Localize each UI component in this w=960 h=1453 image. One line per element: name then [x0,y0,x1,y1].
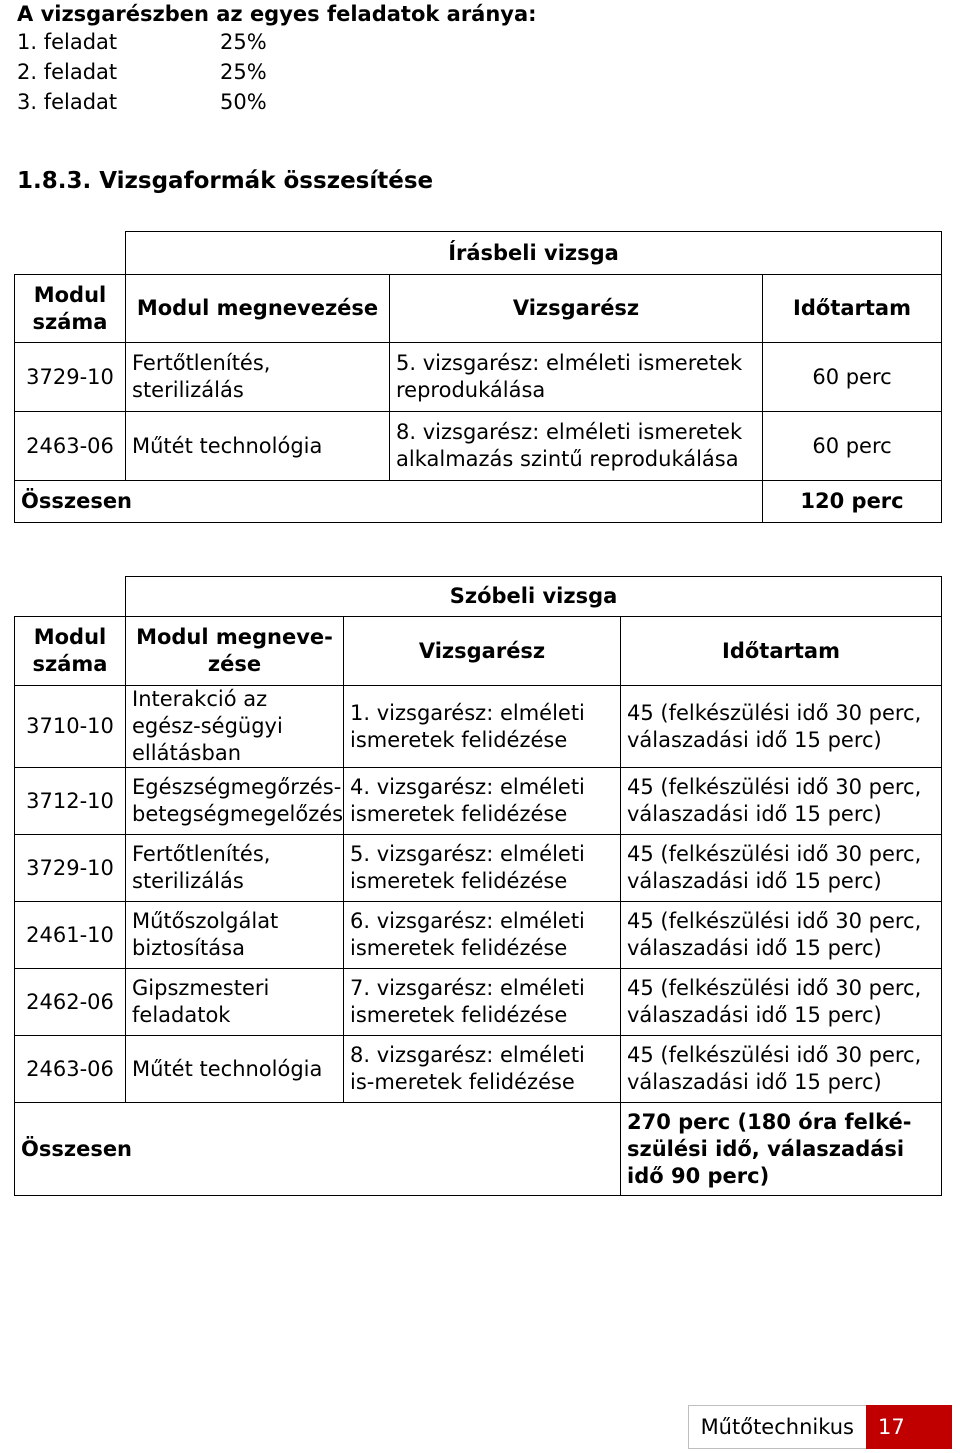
oral-part: 1. vizsgarész: elméleti ismeretek felidézése [344,686,621,768]
oral-name: Gipszmesteri feladatok [126,969,344,1036]
section-title: 1.8.3. Vizsgaformák összesítése [17,168,434,194]
oral-name: Interakció az egész-ségügyi ellátásban [126,686,344,768]
oral-code: 2463-06 [15,1036,126,1103]
written-part: 5. vizsgarész: elméleti ismeretek reprodukálása [390,343,763,412]
table-row [15,343,942,412]
oral-header-time: Időtartam [621,617,942,686]
ratio-row [17,90,267,114]
oral-code: 2462-06 [15,969,126,1036]
oral-name: Műtőszolgálat biztosítása [126,902,344,969]
written-total-row [15,481,942,523]
oral-header-code: Modul száma [15,617,126,686]
oral-code: 3710-10 [15,686,126,768]
ratio-heading: A vizsgarészben az egyes feladatok aránya: [17,2,537,26]
table-row [15,412,942,481]
written-total-time: 120 perc [763,481,942,523]
written-part: 8. vizsgarész: elméleti ismeretek alkalmazás szintű reprodukálása [390,412,763,481]
oral-code: 3729-10 [15,835,126,902]
ratio-row [17,60,267,84]
table-row [15,902,942,969]
written-time: 60 perc [763,412,942,481]
table-row [15,768,942,835]
oral-total-label: Összesen [15,1103,621,1196]
oral-exam-table [14,576,942,1196]
ratio-pct: 50% [220,90,267,114]
ratio-pct: 25% [220,30,267,54]
oral-part: 5. vizsgarész: elméleti ismeretek felidézése [344,835,621,902]
written-code: 3729-10 [15,343,126,412]
oral-part: 8. vizsgarész: elméleti is-meretek felidézése [344,1036,621,1103]
table-row [15,969,942,1036]
table-row [15,686,942,768]
page-footer [688,1405,952,1449]
ratio-task: 3. feladat [17,90,118,114]
table-row [15,1036,942,1103]
written-header-code: Modul száma [15,275,126,343]
table-row [15,835,942,902]
oral-part: 6. vizsgarész: elméleti ismeretek felidézése [344,902,621,969]
page-number: 17 [866,1405,952,1449]
written-total-label: Összesen [15,481,763,523]
oral-title: Szóbeli vizsga [126,577,942,617]
written-name: Műtét technológia [126,412,390,481]
oral-name: Fertőtlenítés, sterilizálás [126,835,344,902]
oral-code: 3712-10 [15,768,126,835]
written-code: 2463-06 [15,412,126,481]
written-header-time: Időtartam [763,275,942,343]
oral-time: 45 (felkészülési idő 30 perc, válaszadási idő 15 perc) [621,686,942,768]
oral-time: 45 (felkészülési idő 30 perc, válaszadási idő 15 perc) [621,1036,942,1103]
oral-name: Egészségmegőrzés-betegségmegelőzés [126,768,344,835]
footer-label: Műtőtechnikus [688,1405,866,1449]
written-header-part: Vizsgarész [390,275,763,343]
oral-time: 45 (felkészülési idő 30 perc, válaszadási idő 15 perc) [621,835,942,902]
oral-header-part: Vizsgarész [344,617,621,686]
written-header-name: Modul megnevezése [126,275,390,343]
oral-total-row [15,1103,942,1196]
oral-code: 2461-10 [15,902,126,969]
oral-total-time: 270 perc (180 óra felké-szülési idő, válaszadási idő 90 perc) [621,1103,942,1196]
oral-time: 45 (felkészülési idő 30 perc, válaszadási idő 15 perc) [621,768,942,835]
ratio-task: 1. feladat [17,30,118,54]
ratio-task: 2. feladat [17,60,118,84]
oral-part: 4. vizsgarész: elméleti ismeretek felidézése [344,768,621,835]
ratio-pct: 25% [220,60,267,84]
oral-time: 45 (felkészülési idő 30 perc, válaszadási idő 15 perc) [621,969,942,1036]
oral-name: Műtét technológia [126,1036,344,1103]
oral-part: 7. vizsgarész: elméleti ismeretek felidézése [344,969,621,1036]
ratio-row [17,30,267,54]
oral-header-name: Modul megneve-zése [126,617,344,686]
written-name: Fertőtlenítés, sterilizálás [126,343,390,412]
written-title: Írásbeli vizsga [126,232,942,275]
written-time: 60 perc [763,343,942,412]
written-exam-table [14,231,942,523]
oral-time: 45 (felkészülési idő 30 perc, válaszadási idő 15 perc) [621,902,942,969]
